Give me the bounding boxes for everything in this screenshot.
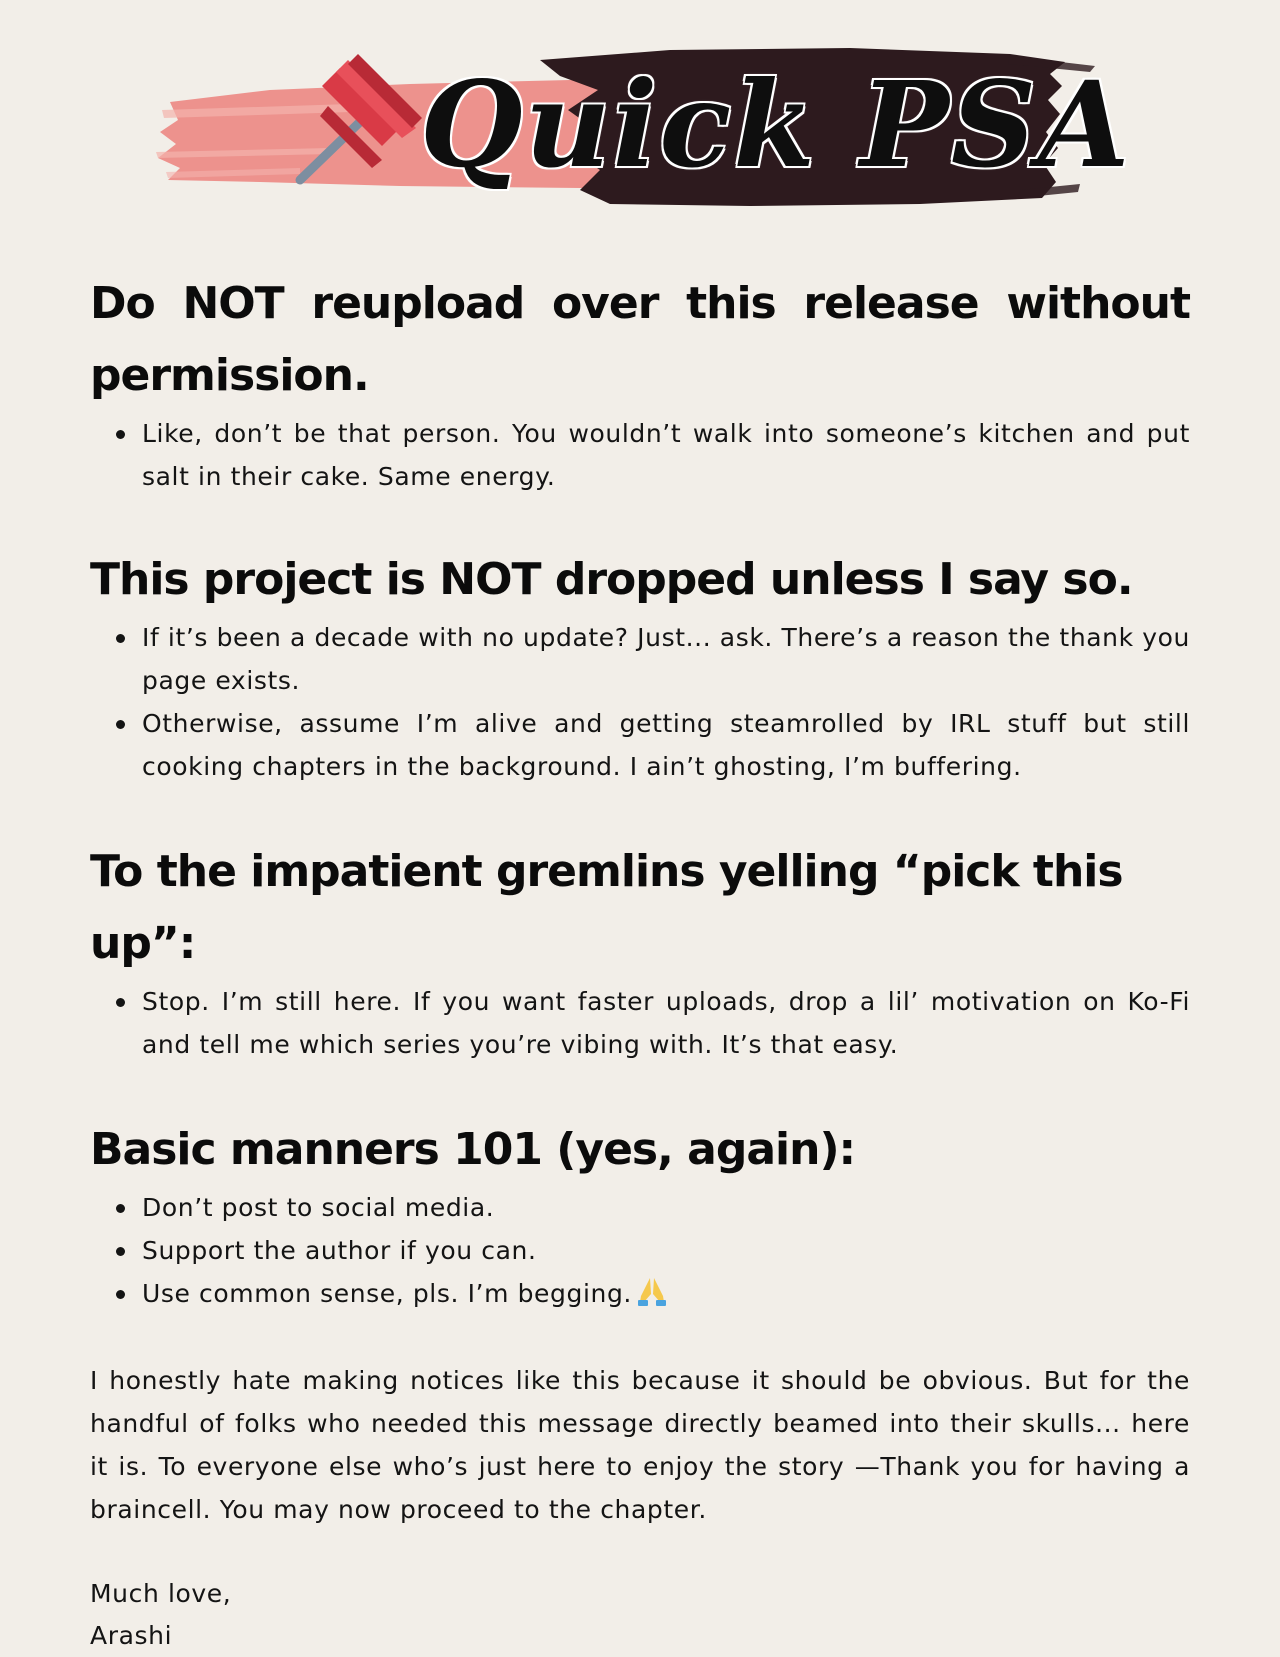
praying-hands-icon bbox=[636, 1276, 668, 1306]
bullet-list bbox=[90, 980, 1190, 1066]
section-heading: This project is NOT dropped unless I say so. bbox=[90, 554, 1133, 605]
signoff-greeting: Much love, bbox=[90, 1579, 232, 1608]
list-item-text: Use common sense, pls. I’m begging. bbox=[142, 1279, 632, 1308]
section-no-reupload bbox=[90, 268, 1190, 498]
list-item: Stop. I’m still here. If you want faster uploads, drop a lil’ motivation on Ko-Fi and tell me which series you’re vibing with. It’s that easy. bbox=[142, 980, 1190, 1066]
section-heading: To the impatient gremlins yelling “pick this up”: bbox=[90, 846, 1123, 969]
list-item bbox=[142, 1272, 1190, 1315]
section-basic-manners bbox=[90, 1114, 1190, 1315]
section-heading: Do NOT reupload over this release without permission. bbox=[90, 278, 1190, 401]
list-item: Otherwise, assume I’m alive and getting steamrolled by IRL stuff but still cooking chapters in the background. I ain’t ghosting, I’m buffering. bbox=[142, 702, 1190, 788]
banner-title: Quick PSA bbox=[420, 55, 1132, 194]
header-banner bbox=[150, 40, 1132, 220]
list-item: Support the author if you can. bbox=[142, 1229, 1190, 1272]
signoff bbox=[90, 1573, 1190, 1657]
list-item: If it’s been a decade with no update? Just... ask. There’s a reason the thank you page exists. bbox=[142, 616, 1190, 702]
signoff-name: Arashi bbox=[90, 1621, 173, 1650]
bullet-list bbox=[90, 412, 1190, 498]
bullet-list bbox=[90, 616, 1190, 788]
list-item: Don’t post to social media. bbox=[142, 1186, 1190, 1229]
section-impatient-gremlins bbox=[90, 836, 1190, 1066]
section-not-dropped bbox=[90, 544, 1190, 788]
section-heading: Basic manners 101 (yes, again): bbox=[90, 1124, 856, 1175]
list-item: Like, don’t be that person. You wouldn’t walk into someone’s kitchen and put salt in their cake. Same energy. bbox=[142, 412, 1190, 498]
notice-content bbox=[90, 268, 1190, 1657]
bullet-list bbox=[90, 1186, 1190, 1315]
closing-paragraph: I honestly hate making notices like this because it should be obvious. But for the handful of folks who needed this message directly beamed into their skulls... here it is. To everyone else who’s just here to enjoy the story —Thank you for having a braincell. You may now proceed to the chapter. bbox=[90, 1366, 1190, 1524]
